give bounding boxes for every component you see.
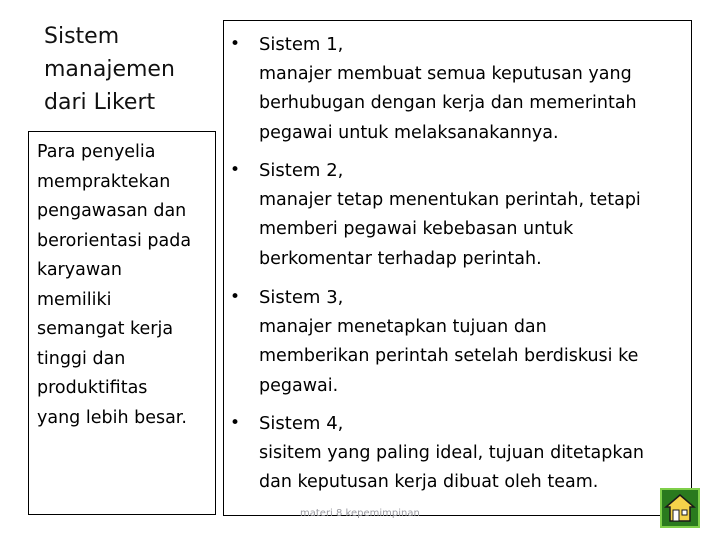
description-line: semangat kerja: [37, 319, 174, 339]
title-line: manajemen: [44, 57, 175, 82]
bullet-icon: •: [230, 287, 241, 307]
description-line: yang lebih besar.: [37, 407, 187, 428]
system-description-line: manajer menetapkan tujuan dan: [259, 316, 547, 337]
description-line: Para penyelia: [37, 142, 156, 162]
title-line: dari Likert: [44, 90, 156, 115]
system-description-line: dan keputusan kerja dibuat oleh team.: [259, 472, 599, 492]
system-description: [259, 313, 689, 402]
system-description: [259, 439, 689, 498]
system-description-line: pegawai untuk melaksanakannya.: [259, 122, 559, 143]
bullet-icon: •: [230, 34, 241, 54]
system-description-line: berkomentar terhadap perintah.: [259, 248, 542, 269]
description-line: produktifitas: [37, 378, 148, 398]
system-heading: Sistem 4,: [259, 413, 344, 434]
bullet-icon: •: [230, 413, 241, 433]
system-description: [259, 60, 689, 149]
home-icon: [662, 490, 698, 526]
system-heading: Sistem 3,: [259, 287, 344, 308]
system-description-line: memberikan perintah setelah berdiskusi ke: [259, 346, 639, 366]
description-line: mempraktekan: [37, 171, 171, 192]
systems-list-box: [223, 20, 692, 516]
footer-text: materi 8 kepemimpinan: [300, 508, 420, 519]
system-description-line: manajer tetap menentukan perintah, tetapi: [259, 189, 641, 210]
system-heading: Sistem 2,: [259, 160, 344, 181]
system-description-line: memberi pegawai kebebasan untuk: [259, 219, 574, 239]
description-line: pengawasan dan: [37, 201, 187, 221]
bullet-icon: •: [230, 160, 241, 180]
system-description-line: sisitem yang paling ideal, tujuan ditetapkan: [259, 442, 645, 463]
slide-title: [44, 20, 214, 119]
system-description-line: berhubugan dengan kerja dan memerintah: [259, 93, 637, 113]
title-line: Sistem: [44, 24, 120, 49]
system-description: [259, 186, 689, 275]
description-line: berorientasi pada: [37, 230, 192, 251]
system-heading: Sistem 1,: [259, 34, 344, 55]
home-button[interactable]: [660, 488, 700, 528]
description-line: tinggi dan: [37, 348, 126, 369]
description-box: [28, 131, 216, 515]
description-line: karyawan: [37, 260, 122, 280]
description-line: memiliki: [37, 289, 112, 310]
system-description-line: manajer membuat semua keputusan yang: [259, 63, 632, 84]
system-description-line: pegawai.: [259, 375, 339, 396]
